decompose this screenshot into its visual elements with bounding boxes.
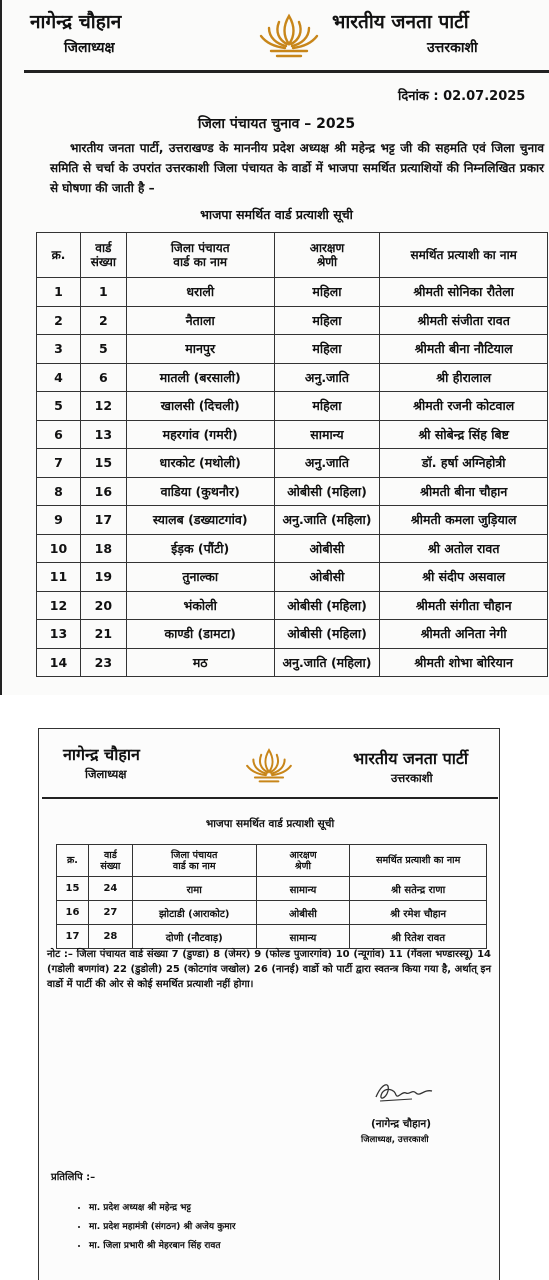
table-cell-ward: 21 [80, 620, 126, 649]
table-cell-name: भंकोली [126, 591, 274, 620]
table-cell-name: मातली (बरसाली) [126, 363, 274, 392]
table-cell-ward: 17 [80, 506, 126, 535]
table-cell-name: खालसी (दिचली) [126, 392, 274, 421]
table-row [37, 534, 548, 563]
table-cell-sno: 2 [37, 306, 81, 335]
lotus-logo-icon [244, 745, 294, 785]
table-cell-candidate: श्री रमेश चौहान [350, 901, 487, 925]
table-cell-sno: 4 [37, 363, 81, 392]
party-name: भारतीय जनता पार्टी [353, 749, 469, 768]
table-cell-category: महिला [274, 306, 380, 335]
table-row [37, 477, 548, 506]
table-cell-sno: 11 [37, 563, 81, 592]
col-header-ward-no: वार्ड संख्या [88, 845, 132, 877]
table-cell-category: महिला [274, 392, 380, 421]
party-name: भारतीय जनता पार्टी [332, 11, 469, 33]
table-row [37, 278, 548, 307]
table-cell-ward: 13 [80, 420, 126, 449]
table-cell-ward: 1 [80, 278, 126, 307]
table-header-row [37, 233, 548, 278]
table-cell-category: ओबीसी [256, 901, 350, 925]
table-cell-category: सामान्य [274, 420, 380, 449]
table-cell-name: दोणी (नौटवाड़) [132, 925, 256, 949]
candidate-table-continued [56, 844, 487, 949]
table-row [37, 591, 548, 620]
table-row [37, 335, 548, 364]
election-heading: जिला पंचायत चुनाव – 2025 [197, 116, 356, 132]
table-cell-sno: 9 [37, 506, 81, 535]
table-cell-candidate: श्री हीरालाल [380, 363, 548, 392]
table-cell-sno: 17 [57, 925, 89, 949]
person-title: जिलाध्यक्ष [85, 767, 127, 781]
signatory-title: जिलाध्यक्ष, उत्तरकाशी [361, 1135, 429, 1145]
table-cell-candidate: श्री सतेन्द्र राणा [350, 877, 487, 901]
table-cell-candidate: श्रीमती संजीता रावत [380, 306, 548, 335]
list-title: भाजपा समर्थित वार्ड प्रत्याशी सूची [205, 818, 335, 830]
table-cell-category: ओबीसी [274, 563, 380, 592]
table-cell-ward: 19 [80, 563, 126, 592]
col-header-ward-name: जिला पंचायत वार्ड का नाम [132, 845, 256, 877]
cc-label: प्रतिलिपि :– [51, 1172, 96, 1183]
table-cell-name: स्यालब (डख्याटगांव) [126, 506, 274, 535]
table-cell-ward: 15 [80, 449, 126, 478]
table-row [37, 563, 548, 592]
table-cell-candidate: श्री संदीप असवाल [380, 563, 548, 592]
table-row [37, 306, 548, 335]
lotus-logo-icon [257, 10, 321, 60]
table-cell-name: काण्डी (डामटा) [126, 620, 274, 649]
table-header-row [57, 845, 487, 877]
person-name: नागेन्द्र चौहान [30, 11, 122, 33]
table-cell-category: ओबीसी (महिला) [274, 620, 380, 649]
table-cell-ward: 27 [88, 901, 132, 925]
table-cell-category: ओबीसी (महिला) [274, 477, 380, 506]
table-cell-name: तुनाल्का [126, 563, 274, 592]
list-title: भाजपा समर्थित वार्ड प्रत्याशी सूची [200, 207, 353, 222]
table-cell-sno: 7 [37, 449, 81, 478]
table-cell-candidate: डॉ. हर्षा अग्निहोत्री [380, 449, 548, 478]
candidate-table [36, 232, 548, 677]
list-item: • मा. प्रदेश महामंत्री (संगठन) श्री अजेय कुमार [89, 1218, 489, 1237]
table-cell-ward: 18 [80, 534, 126, 563]
table-cell-category: अनु.जाति (महिला) [274, 648, 380, 677]
table-cell-category: ओबीसी [274, 534, 380, 563]
table-cell-sno: 16 [57, 901, 89, 925]
table-cell-candidate: श्रीमती अनिता नेगी [380, 620, 548, 649]
table-cell-name: वाडिया (कुथनौर) [126, 477, 274, 506]
table-cell-ward: 24 [88, 877, 132, 901]
col-header-reservation: आरक्षण श्रेणी [274, 233, 380, 278]
table-cell-candidate: श्रीमती सोनिका रौतेला [380, 278, 548, 307]
table-row [37, 420, 548, 449]
table-cell-ward: 2 [80, 306, 126, 335]
signatory-name: (नागेन्द्र चौहान) [371, 1118, 432, 1130]
table-cell-ward: 16 [80, 477, 126, 506]
header-rule [42, 797, 498, 799]
table-row [57, 925, 487, 949]
table-row [37, 363, 548, 392]
table-cell-category: अनु.जाति [274, 363, 380, 392]
table-cell-ward: 6 [80, 363, 126, 392]
table-cell-category: महिला [274, 278, 380, 307]
list-item: • मा. प्रदेश अध्यक्ष श्री महेन्द्र भट्ट [89, 1199, 489, 1218]
table-cell-candidate: श्री अतोल रावत [380, 534, 548, 563]
table-cell-category: अनु.जाति [274, 449, 380, 478]
col-header-candidate: समर्थित प्रत्याशी का नाम [380, 233, 548, 278]
col-header-sno: क्र. [57, 845, 89, 877]
table-row [57, 901, 487, 925]
table-cell-name: धारकोट (मथोली) [126, 449, 274, 478]
table-cell-candidate: श्रीमती शोभा बोरियान [380, 648, 548, 677]
letter-date: दिनांक : 02.07.2025 [398, 89, 526, 104]
table-cell-sno: 8 [37, 477, 81, 506]
table-cell-category: सामान्य [256, 925, 350, 949]
table-cell-category: अनु.जाति (महिला) [274, 506, 380, 535]
table-cell-ward: 20 [80, 591, 126, 620]
note-text: नोट :– जिला पंचायत वार्ड संख्या 7 (डुण्डा) 8 (जेमर) 9 (फोल्ड पुजारगांव) 10 (न्यूगांव) 11 (गेंवला भण्डारस्यू) 14 (गडोली बणगांव) 22 (डुडोली) 25 (कोटगांव जखोल) 26 (नानई) वार्डो को पार्टी द्वारा स्वतन्त्र किया गया है, अर्थात् इन वार्डो में पार्टी की ओर से कोई समर्थित प्रत्याशी नहीं होगा। [47, 949, 491, 990]
table-cell-name: धराली [126, 278, 274, 307]
letter-page-2 [38, 728, 500, 1280]
header-rule [24, 70, 549, 73]
table-cell-ward: 23 [80, 648, 126, 677]
table-row [37, 648, 548, 677]
col-header-sno: क्र. [37, 233, 81, 278]
table-cell-candidate: श्रीमती बीना नौटियाल [380, 335, 548, 364]
page-gap [0, 695, 549, 725]
table-cell-name: मठ [126, 648, 274, 677]
signature-icon [372, 1079, 436, 1105]
cc-list [75, 1199, 489, 1256]
table-cell-candidate: श्रीमती रजनी कोटवाल [380, 392, 548, 421]
table-row [57, 877, 487, 901]
table-cell-sno: 13 [37, 620, 81, 649]
table-cell-sno: 3 [37, 335, 81, 364]
table-cell-name: मानपुर [126, 335, 274, 364]
col-header-ward-no: वार्ड संख्या [80, 233, 126, 278]
table-cell-sno: 6 [37, 420, 81, 449]
table-cell-category: ओबीसी (महिला) [274, 591, 380, 620]
table-cell-ward: 12 [80, 392, 126, 421]
person-name: नागेन्द्र चौहान [63, 745, 140, 764]
table-cell-sno: 10 [37, 534, 81, 563]
table-cell-candidate: श्री सोबेन्द्र सिंह बिष्ट [380, 420, 548, 449]
table-cell-sno: 1 [37, 278, 81, 307]
table-cell-sno: 5 [37, 392, 81, 421]
table-cell-name: महरगांव (गमरी) [126, 420, 274, 449]
table-cell-candidate: श्री रितेश रावत [350, 925, 487, 949]
table-row [37, 506, 548, 535]
table-cell-sno: 15 [57, 877, 89, 901]
table-cell-candidate: श्रीमती संगीता चौहान [380, 591, 548, 620]
table-cell-candidate: श्रीमती कमला जुड़ियाल [380, 506, 548, 535]
table-row [37, 620, 548, 649]
table-cell-name: झोटाडी (आराकोट) [132, 901, 256, 925]
table-cell-category: सामान्य [256, 877, 350, 901]
col-header-reservation: आरक्षण श्रेणी [256, 845, 350, 877]
table-row [37, 449, 548, 478]
table-cell-sno: 14 [37, 648, 81, 677]
table-row [37, 392, 548, 421]
district-name: उत्तरकाशी [391, 771, 433, 785]
col-header-candidate: समर्थित प्रत्याशी का नाम [350, 845, 487, 877]
table-cell-category: महिला [274, 335, 380, 364]
table-cell-ward: 28 [88, 925, 132, 949]
table-cell-name: रामा [132, 877, 256, 901]
person-title: जिलाध्यक्ष [64, 40, 115, 56]
table-cell-name: नैताला [126, 306, 274, 335]
list-item: • मा. जिला प्रभारी श्री मेहरबान सिंह रावत [89, 1237, 489, 1256]
announcement-paragraph: भारतीय जनता पार्टी, उत्तराखण्ड के माननीय प्रदेश अध्यक्ष श्री महेन्द्र भट्ट जी की सहमति एवं जिला चुनाव समिति से चर्चा के उपरांत उत्तरकाशी जिला पंचायत के वार्डो में भाजपा समर्थित प्रत्याशियों की निम्नलिखित प्रकार से घोषणा की जाती है – [50, 141, 544, 195]
table-cell-name: ईड़क (पौंटी) [126, 534, 274, 563]
col-header-ward-name: जिला पंचायत वार्ड का नाम [126, 233, 274, 278]
table-cell-candidate: श्रीमती बीना चौहान [380, 477, 548, 506]
district-name: उत्तरकाशी [427, 40, 478, 56]
table-cell-sno: 12 [37, 591, 81, 620]
table-cell-ward: 5 [80, 335, 126, 364]
